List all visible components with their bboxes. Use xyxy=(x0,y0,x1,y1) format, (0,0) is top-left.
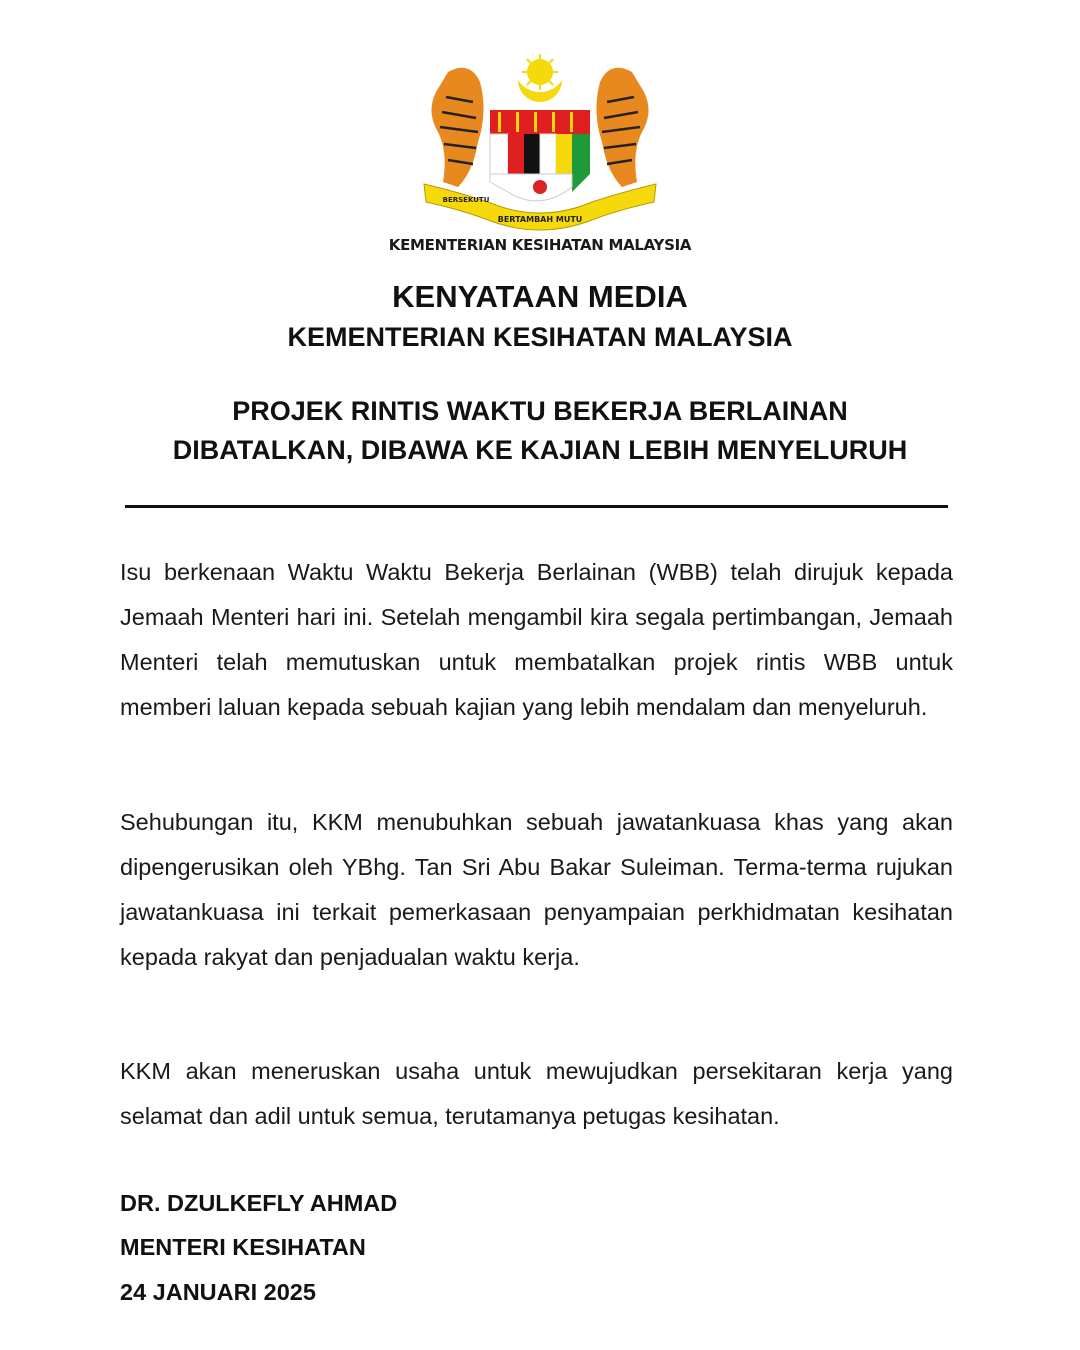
statement-date: 24 JANUARI 2025 xyxy=(120,1279,316,1305)
body-paragraph-1: Isu berkenaan Waktu Waktu Bekerja Berlainan (WBB) telah dirujuk kepada Jemaah Menteri hari ini. Setelah mengambil kira segala pertimbangan, Jemaah Menteri telah memutuskan untuk membatalkan projek rintis WBB untuk memberi laluan kepada sebuah kajian yang lebih mendalam dan menyeluruh. xyxy=(120,559,953,720)
ministry-logo-caption: KEMENTERIAN KESIHATAN MALAYSIA xyxy=(388,236,692,254)
signatory-name: DR. DZULKEFLY AHMAD xyxy=(120,1190,398,1216)
document-type-title: KENYATAAN MEDIA xyxy=(392,279,688,314)
malaysia-coat-of-arms-icon xyxy=(418,52,662,232)
svg-text:BERSEKUTU: BERSEKUTU xyxy=(442,196,490,204)
signatory-position: MENTERI KESIHATAN xyxy=(120,1234,366,1260)
ministry-title: KEMENTERIAN KESIHATAN MALAYSIA xyxy=(287,322,793,352)
svg-text:BERTAMBAH MUTU: BERTAMBAH MUTU xyxy=(497,215,583,224)
headline-line-2: DIBATALKAN, DIBAWA KE KAJIAN LEBIH MENYELURUH xyxy=(172,435,908,465)
body-paragraph-2: Sehubungan itu, KKM menubuhkan sebuah jawatankuasa khas yang akan dipengerusikan oleh YBhg. Tan Sri Abu Bakar Suleiman. Terma-terma rujukan jawatankuasa ini terkait pemerkasaan penyampaian perkhidmatan kesihatan kepada rakyat dan penjadualan waktu kerja. xyxy=(120,809,953,970)
divider-rule xyxy=(125,505,948,508)
headline-line-1: PROJEK RINTIS WAKTU BEKERJA BERLAINAN xyxy=(232,396,848,426)
body-paragraph-3: KKM akan meneruskan usaha untuk mewujudkan persekitaran kerja yang selamat dan adil untuk semua, terutamanya petugas kesihatan. xyxy=(120,1058,953,1129)
